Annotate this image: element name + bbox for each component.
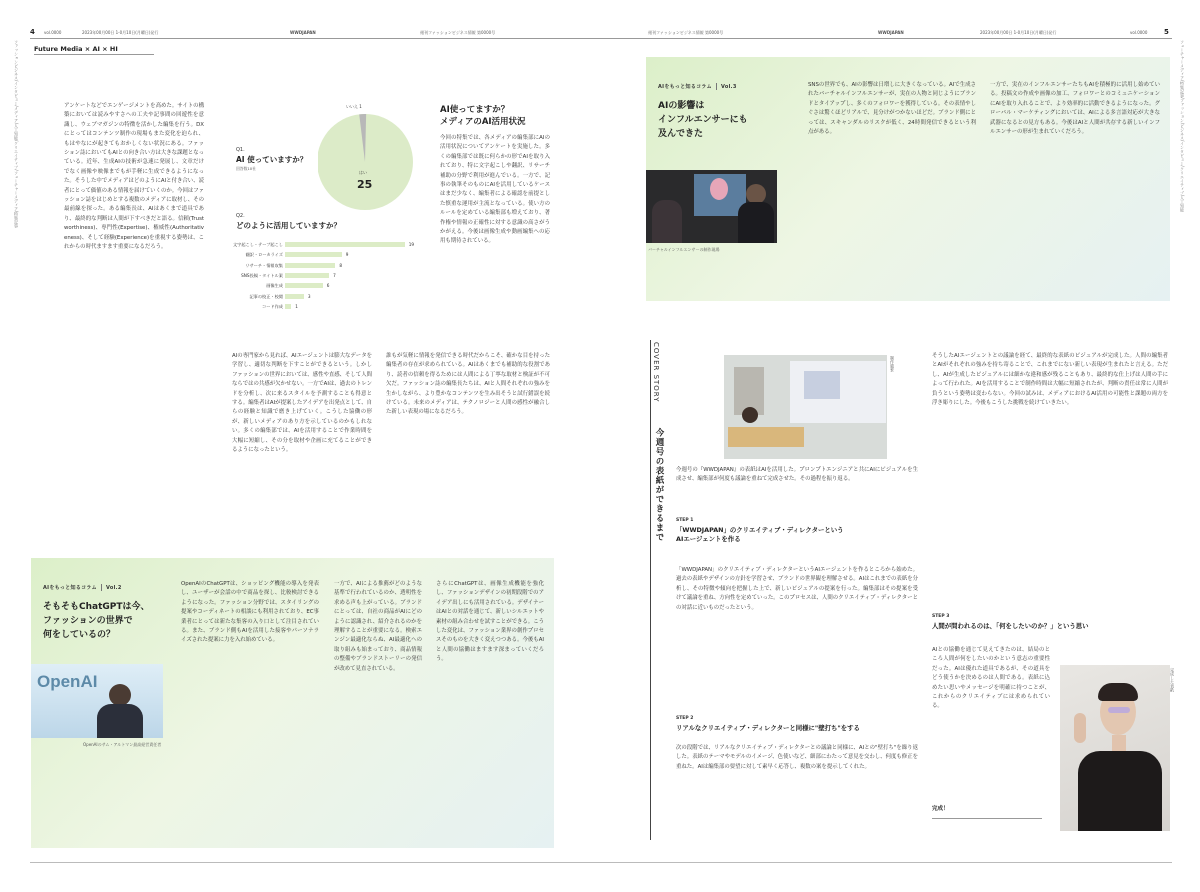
bar-category-label: コード作成 xyxy=(262,303,283,309)
bar-category-label: 記事の校正・校閲 xyxy=(249,293,283,299)
influencer-kicker xyxy=(658,83,737,90)
step2-body: 次の段階では、リアルなクリエイティブ・ディレクターとの議論と同様に、AIとの"壁打ち"を繰り返した。表紙のテーマやモデルのイメージ、色使いなど、細部にわたって意見を交わし、何度も修正を重ねた。AIは編集部の要望に対して素早く応答し、複数の案を提示してくれた。 xyxy=(676,745,918,770)
bar xyxy=(285,263,335,268)
chatgpt-kicker-vol: Vol.2 xyxy=(105,585,122,591)
cover-story-vertical-rule xyxy=(650,340,651,840)
step3-label: STEP 3 xyxy=(932,614,950,619)
photo-person-head xyxy=(742,407,758,423)
right-masthead: WWDJAPAN xyxy=(878,30,904,35)
model-hair xyxy=(1098,683,1138,701)
bar-category-label: SNS投稿・タイトル案 xyxy=(241,272,283,278)
chatgpt-kicker xyxy=(43,584,122,591)
step1-body: 「WWDJAPAN」のクリエイティブ・ディレクターというAIエージェントを作るところから始めた。過去の表紙やデザインの方針を学習させ、ブランドの世界観を理解させる。AIはこれまでの表紙を分析し、その特徴や傾向を把握した上で、新しいビジュアルの提案を行った。編集部はその提案を受けて議論を重ね、方向性を定めていった。このプロセスは、人間のクリエイティブ・ディレクターとの対話に近いものだったという。 xyxy=(676,567,918,611)
chatgpt-kicker-label: AIをもっと知るコラム xyxy=(43,585,97,591)
q2-number: Q2. xyxy=(236,213,245,219)
bar-category-label: リサーチ・情報収集 xyxy=(245,262,283,268)
bar-row xyxy=(232,240,415,249)
bar xyxy=(285,294,304,299)
q1-title: AI 使っていますか？ xyxy=(236,155,308,164)
step3-title: 人間が問われるのは、「何をしたいのか？」という思い xyxy=(932,622,1089,630)
bar-row xyxy=(243,292,413,301)
bar-category-label: 翻訳・ローカライズ xyxy=(245,252,283,258)
person-body xyxy=(97,704,143,738)
pie-value-yes: 25 xyxy=(357,178,373,191)
bar-value-label: 1 xyxy=(295,303,298,309)
q1-number: Q1. xyxy=(236,147,245,153)
cover-intro: 今週号の『WWDJAPAN』の表紙はAIを活用した。プロンプトエンジニアと共にAIにビジュアルを生成させ、編集部が何度も議論を重ねて完成させた。その過程を振り返る。 xyxy=(676,467,918,483)
model-hand xyxy=(1074,713,1086,743)
bar-value-label: 8 xyxy=(339,262,343,268)
openai-photo-caption: OpenAIのサム・アルトマン最高経営責任者 xyxy=(83,742,162,747)
cover-making-photo xyxy=(724,355,887,459)
section-label: Future Media × AI × HI xyxy=(34,45,118,53)
left-article-col3: 誰もが気軽に情報を発信できる時代だからこそ、確かな目を持った編集者の存在が求められている。AIはあくまでも補助的な役割であり、読者の信頼を得るためには人間による丁寧な取材と検証が不可欠だ。ファッション誌の編集長たちは、AIと人間それぞれの強みを生かしながら、より豊かなコンテンツを生み出そうと試行錯誤を続けている。未来のメディアは、テクノロジーと人間の感性が融合した新しい表現の場になるだろう。 xyxy=(386,353,550,416)
left-header-right: 週刊ファッションビジネス情報 第0000号 xyxy=(420,30,496,35)
cover-right-column: そうしたAIエージェントとの議論を経て、最終的な表紙のビジュアルが完成した。人間の編集者とAIがそれぞれの強みを持ち寄ることで、これまでにない新しい表現が生まれたと言える。ただし、AIが生成したビジュアルには細かな違和感が残ることもあり、最終的な仕上げは人間の手によって行われた。AIを活用することで制作時間は大幅に短縮されたが、判断の責任は常に人間が負うという姿勢は変わらない。今回の試みは、メディアにおけるAI活用の可能性と課題の両方を浮き彫りにした。今後もこうした挑戦を続けていきたい。 xyxy=(932,353,1168,407)
cover-story-title: 今週号の表紙ができるまで xyxy=(654,428,664,542)
bar-row xyxy=(243,261,413,270)
openai-logo-text: OpenAI xyxy=(37,672,98,691)
footer-rule xyxy=(30,862,1172,863)
bar xyxy=(285,304,291,309)
left-masthead: WWDJAPAN xyxy=(290,30,316,35)
final-cover-caption: 完成した表紙 xyxy=(1170,668,1175,692)
step1-title: 「WWDJAPAN」のクリエイティブ・ディレクターという AIエージェントを作る xyxy=(676,526,844,543)
influencer-column-box xyxy=(646,57,1170,301)
step1-label: STEP 1 xyxy=(676,518,694,523)
bar-row xyxy=(243,281,413,290)
bar xyxy=(285,252,342,257)
right-page-number: 5 xyxy=(1164,28,1169,36)
influencer-photo-caption: バーチャルインフルエンサーの制作現場 xyxy=(648,247,720,252)
q2-title: どのように活用していますか？ xyxy=(236,221,341,230)
pie-label-yes: はい xyxy=(359,170,367,175)
model-glow-mask xyxy=(1108,707,1130,713)
bar-value-label: 7 xyxy=(333,272,336,278)
photo-person-right-body xyxy=(738,202,774,243)
right-header-left: 週刊ファッションビジネス情報 第0000号 xyxy=(648,30,724,35)
influencer-photo xyxy=(646,170,777,243)
bar-category-label: 文字起こし・テープ起こし xyxy=(232,242,283,247)
pie-label-no: いいえ 1 xyxy=(346,104,362,109)
pie-chart xyxy=(318,104,418,212)
chatgpt-col2: 一方で、AIによる推薦がどのような基準で行われているのか、透明性を求める声も上がっている。ブランドにとっては、自社の商品がAIにどのように認識され、紹介されるのかを理解することが重要になる。検索エンジン最適化ならぬ、AI最適化への取り組みも始まっており、商品情報の整備やブランドストーリーの発信が改めて見直されている。 xyxy=(334,581,422,672)
final-cover-photo xyxy=(1060,665,1170,831)
photo-person-left xyxy=(652,200,682,243)
influencer-kicker-label: AIをもっと知るコラム xyxy=(658,84,712,90)
bar xyxy=(285,273,329,278)
person-head xyxy=(109,684,131,706)
right-margin-text: フューチャーメディア/特集記事/ファッション/ビジネス/インタビュー/クリエイティブ/人工知能 xyxy=(1180,40,1185,213)
openai-photo xyxy=(31,664,163,738)
completion-rule xyxy=(932,818,1042,819)
left-page-number: 4 xyxy=(30,28,35,36)
chatgpt-col3: さらにChatGPTは、画像生成機能を強化し、ファッションデザインの初期段階でのアイデア出しにも活用されている。デザイナーはAIとの対話を通じて、新しいシルエットや素材の組み合わせを試すことができる。こうした変化は、ファッション業界の創作プロセスそのものを大きく変えつつある。今後もAIと人間の協働はますます深まっていくだろう。 xyxy=(436,581,544,663)
photo-projection-panel xyxy=(804,371,840,399)
influencer-headline: AIの影響は インフルエンサーにも 及んできた xyxy=(658,101,748,139)
left-date: 2023年00月00日 1-0月10日(月曜日)発行 xyxy=(82,30,159,35)
survey-body: 今回の特集では、各メディアの編集部にAIの活用状況についてアンケートを実施した。多くの編集部では既に何らかの形でAIを取り入れており、特に文字起こしや翻訳、リサーチ補助の分野で利用が進んでいる。一方で、記事の執筆そのものにAIを活用しているケースはまだ少なく、編集者による確認を前提とした慎重な運用が主流となっている。使い方のルールを定めている編集部も増えており、著作権や情報の正確性に対する意識の高さがうかがえる。今後は画像生成や動画編集への応用も期待されている。 xyxy=(440,135,550,245)
influencer-col2: 一方で、実在のインフルエンサーたちもAIを積極的に活用し始めている。投稿文の作成や画像の加工、フォロワーとのコミュニケーションにAIを取り入れることで、より効率的に活動できるようになった。グローバル・マーケティングにおいては、AIによる多言語対応が大きな武器になるとの見方もある。今後はAIと人間が共存する新しいインフルエンサーの形が生まれていくだろう。 xyxy=(990,82,1160,136)
q1-note: 回答数10社 xyxy=(236,166,257,171)
bar-value-label: 19 xyxy=(408,242,415,247)
header-rule xyxy=(30,38,1172,39)
photo-desk xyxy=(728,427,804,447)
survey-title: AI使ってますか？ メディアのAI活用状況 xyxy=(440,105,526,127)
bar-value-label: 6 xyxy=(326,283,330,289)
bar-row xyxy=(243,250,413,259)
model-jacket xyxy=(1078,751,1162,831)
chatgpt-col1: OpenAIのChatGPTは、ショッピング機能の導入を発表し、ユーザーが会話の中で商品を探し、比較検討できるようになった。ファッション分野では、スタイリングの提案やコーディネートの相談にも利用されており、EC事業者にとっては新たな集客の入り口として注目されている。また、ブランド側もAIを活用した接客やパーソナライズされた提案に力を入れ始めている。 xyxy=(181,581,319,644)
bar-row xyxy=(243,271,413,280)
cover-story-label: COVER STORY xyxy=(652,342,660,403)
right-date: 2023年00月00日 1-0月10日(月曜日)発行 xyxy=(980,30,1057,35)
bar xyxy=(285,283,323,288)
chatgpt-headline: そもそもChatGPTは今、 ファッションの世界で 何をしているの？ xyxy=(43,602,150,640)
right-issue: vol.0000 xyxy=(1130,30,1148,35)
step2-title: リアルなクリエイティブ・ディレクターと同様に"壁打ち"をする xyxy=(676,724,860,732)
left-issue: vol.0000 xyxy=(44,30,62,35)
bar xyxy=(285,242,405,247)
bar-category-label: 画像生成 xyxy=(266,283,283,289)
step2-label: STEP 2 xyxy=(676,716,694,721)
section-label-rule xyxy=(34,54,154,55)
cover-making-photo-caption: 制作風景 xyxy=(890,356,895,372)
bar-value-label: 9 xyxy=(345,252,349,258)
left-margin-text: ファッションビジネス/インタビュー/メディア/人工知能/クリエイティブ/フューチャーメディア/特集記事 xyxy=(14,40,19,229)
bar-value-label: 3 xyxy=(307,293,311,299)
photo-virtual-face xyxy=(710,178,728,200)
bar-row xyxy=(243,302,413,311)
left-article-col1: アンケートなどでエンゲージメントを高めた。サイトの構築においては読みやすさへの工夫や記事間の回遊性を意識し、ウェブマガジンの特徴を活かした編集を行う。DXにとってはコンテンツ制作の現場もまた変化を迫られ、もはやなにが起きてもおかしくない状況にある。ファッション誌においてもAIとの向き合い方は大きな課題となっている。近年、生成AIの技術が急速に発展し、文章だけでなく画像や映像までもが手軽に生成できるようになった。そうした中でメディアはどのようにAIと付き合い、読者にとって価値のある情報を届けていくのか。今回はファッション誌をはじめとする複数のメディアに取材し、その最前線を探った。ある編集長は、AIはあくまで道具であり、最終的な判断は人間が下すべきだと語る。信頼(Trustworthiness)、専門性(Expertise)、権威性(Authoritativeness)、そして経験(Experience)を重視する姿勢は、これからの時代ますます重要になるだろう。 xyxy=(64,103,204,251)
photo-person-right-head xyxy=(746,184,766,204)
left-article-col2: AIの専門家から見れば、AIエージェントは膨大なデータを学習し、適切な判断を下すことができるという。しかしファッションの世界においては、感性や直感、そして人間ならではの共感が欠かせない。一方でAIは、過去のトレンドを分析し、次に来るスタイルを予測することも得意とする。編集者はAIが提案したアイデアを出発点として、自らの経験と知識で磨き上げていく。こうした協働の形が、新しいメディアのあり方を示しているのかもしれない。多くの編集部では、AIを活用することで作業時間を大幅に短縮し、その分を取材や企画に充てることができるようになったという。 xyxy=(232,353,372,454)
influencer-kicker-vol: Vol.3 xyxy=(720,84,737,90)
completion-mark: 完成！ xyxy=(932,806,949,812)
chatgpt-column-box xyxy=(31,558,554,848)
step3-body: AIとの協働を通じて見えてきたのは、結局のところ人間が何をしたいのかという意志の重要性だった。AIは優れた道具であるが、その道具をどう使うかを決めるのは人間である。表紙に込めたい思いやメッセージを明確に持つことが、これからのクリエイティブには求められている。 xyxy=(932,647,1050,710)
influencer-col1: SNSの世界でも、AIの影響は日増しに大きくなっている。AIで生成されたバーチャルインフルエンサーが、実在の人物と同じようにブランドとタイアップし、多くのフォロワーを獲得している。その表情やしぐさは驚くほどリアルで、見分けがつかないほどだ。ブランド側にとっては、スキャンダルのリスクが低く、24時間発信できるという利点がある。 xyxy=(808,82,976,136)
